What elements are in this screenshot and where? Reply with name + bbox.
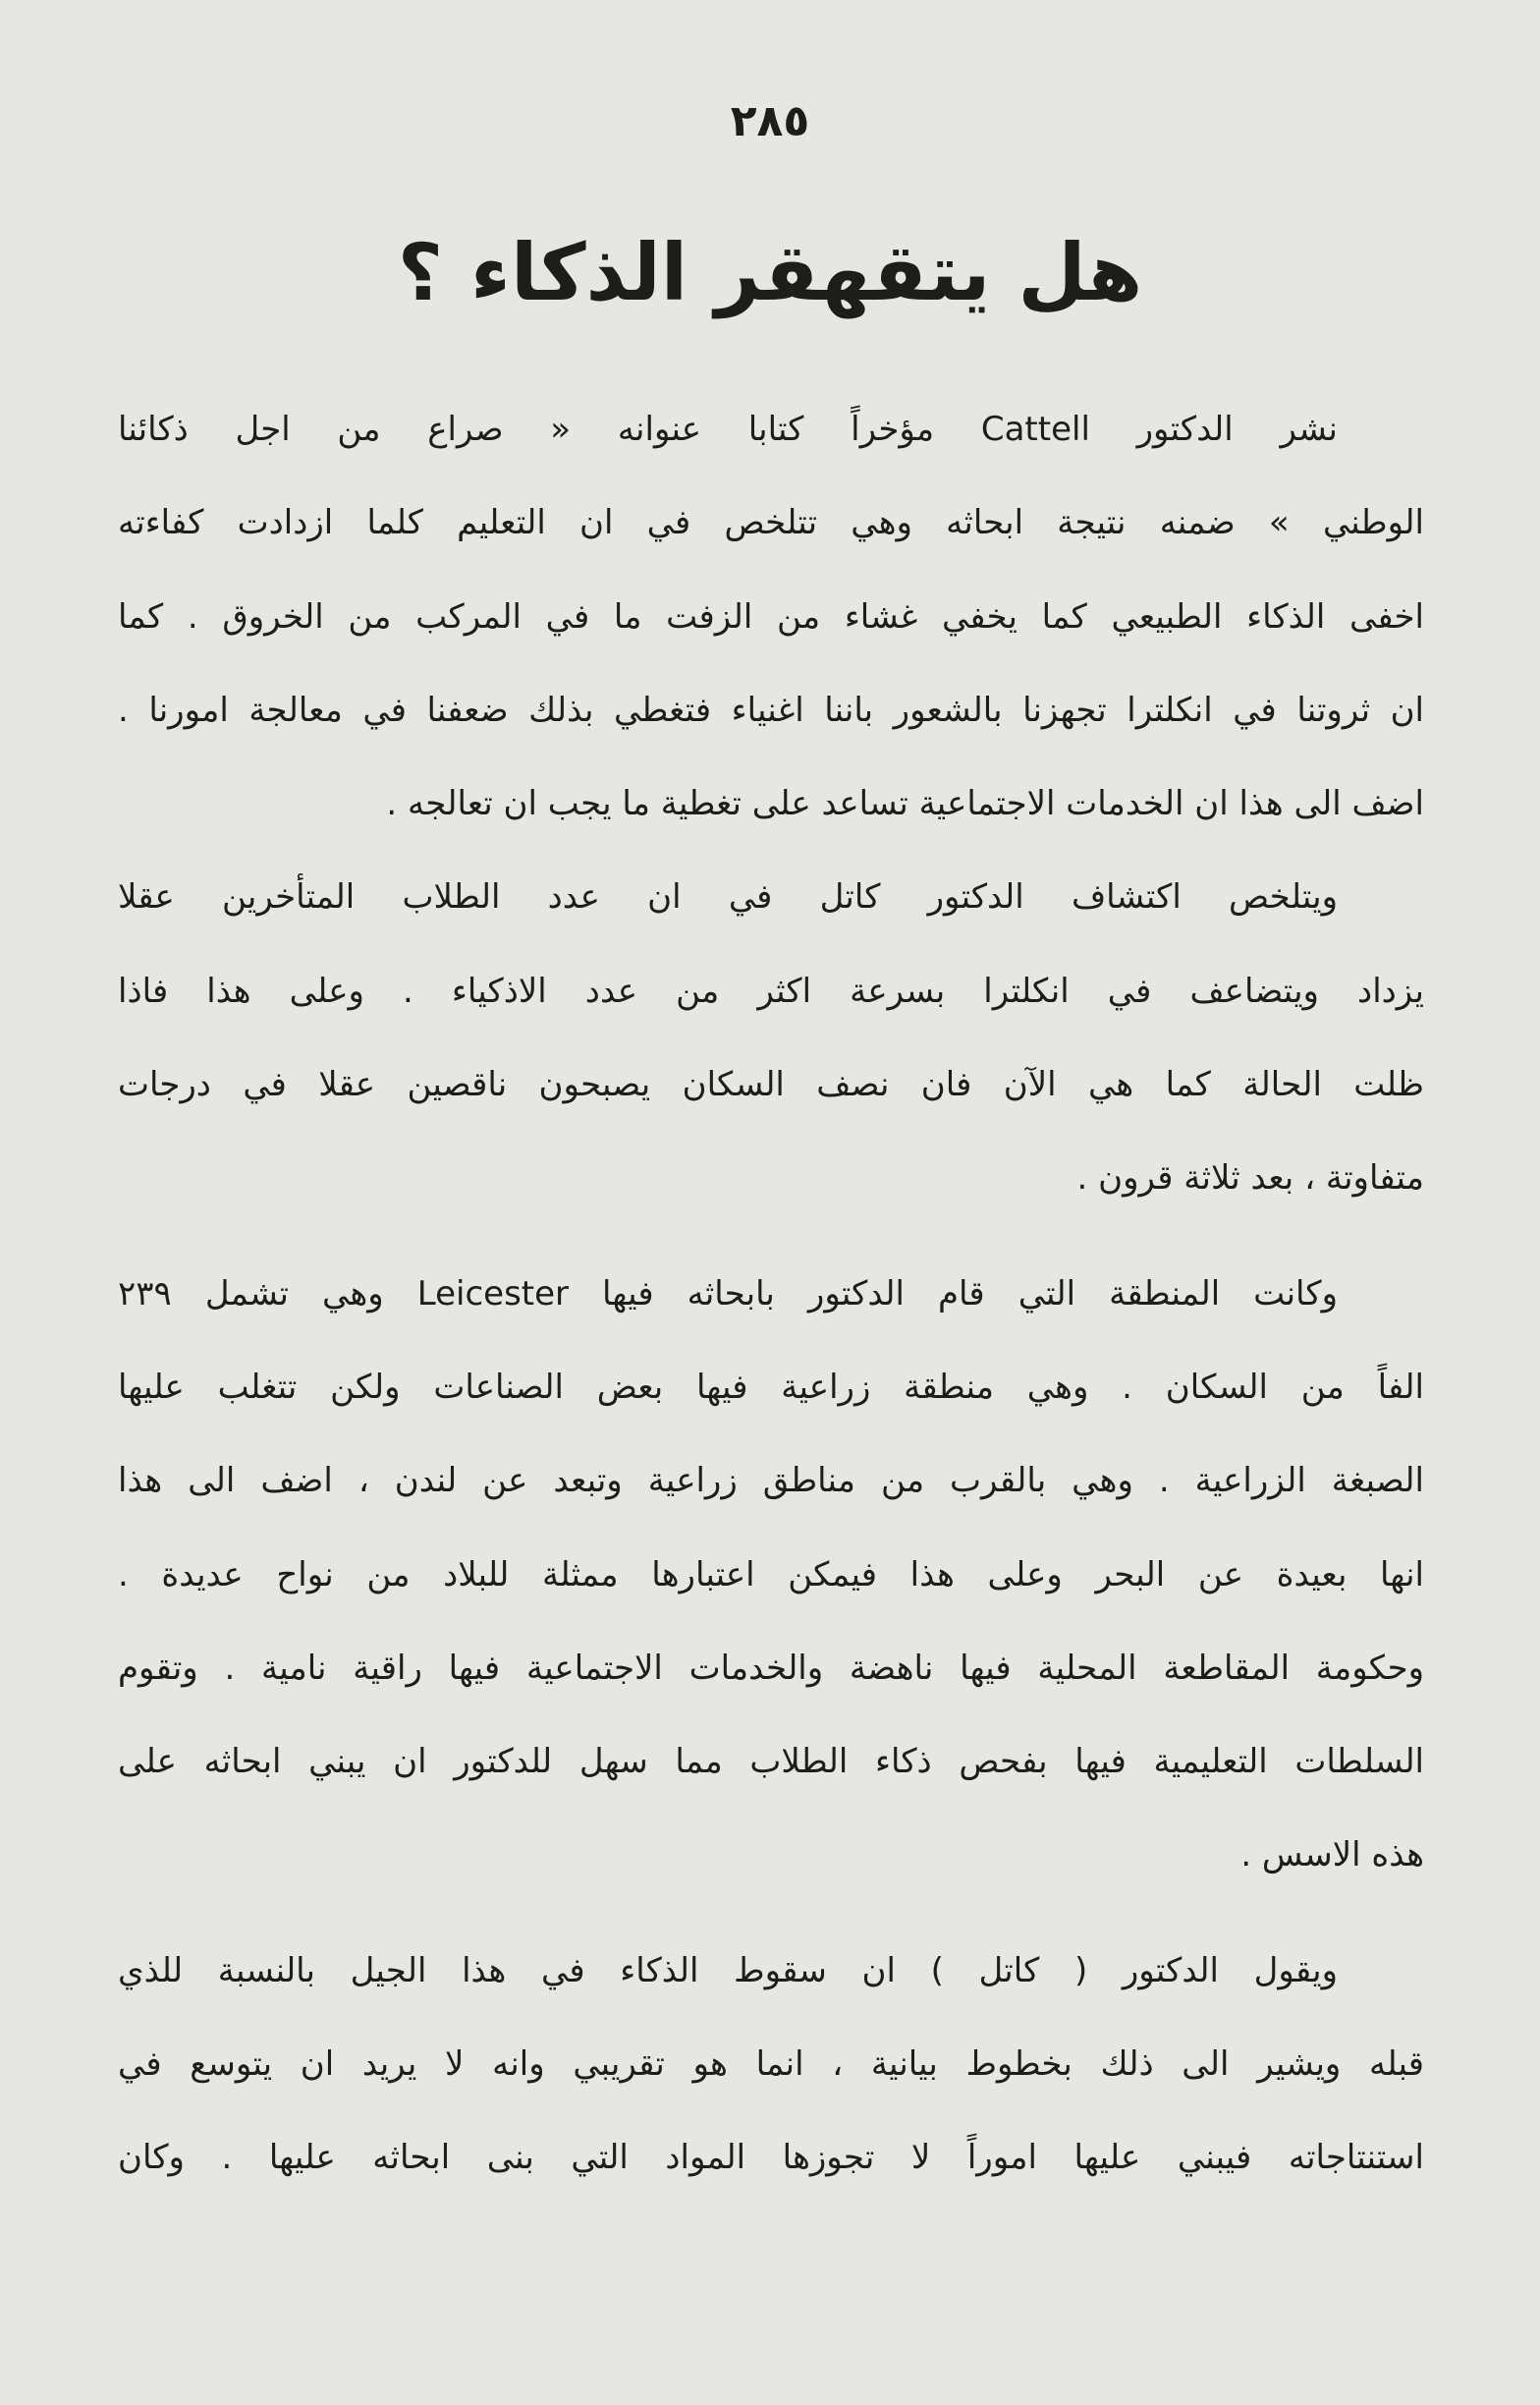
text-line: ويقول الدكتور ( كاتل ) ان سقوط الذكاء في هذا الجيل بالنسبة للذي xyxy=(118,1950,1338,1990)
text-line: متفاوتة ، بعد ثلاثة قرون . xyxy=(1076,1158,1424,1199)
paragraph-3 xyxy=(118,1248,1424,1903)
text-line: السلطات التعليمية فيها بفحص ذكاء الطلاب مما سهل للدكتور ان يبني ابحاثه على xyxy=(118,1742,1424,1782)
text-line: نشر الدكتور Cattell مؤخراً كتابا عنوانه « صراع من اجل ذكائنا xyxy=(118,410,1338,449)
text-line: استنتاجاته فيبني عليها اموراً لا تجوزها المواد التي بنى ابحاثه عليها . وكان xyxy=(118,2138,1424,2178)
text-line: يزداد ويتضاعف في انكلترا بسرعة اكثر من عدد الاذكياء . وعلى هذا فاذا xyxy=(118,971,1424,1011)
paragraph-2 xyxy=(118,851,1424,1225)
text-line: وكانت المنطقة التي قام الدكتور بابحاثه فيها Leicester وهي تشمل ٢٣٩ xyxy=(118,1273,1338,1314)
text-line: الوطني » ضمنه نتيجة ابحاثه وهي تتلخص في ان التعليم كلما ازدادت كفاءته xyxy=(118,503,1424,543)
text-line: الصبغة الزراعية . وهي بالقرب من مناطق زراعية وتبعد عن لندن ، اضف الى هذا xyxy=(118,1461,1424,1501)
text-line: وحكومة المقاطعة المحلية فيها ناهضة والخدمات الاجتماعية فيها راقية نامية . وتقوم xyxy=(118,1648,1424,1688)
text-line: ويتلخص اكتشاف الدكتور كاتل في ان عدد الطلاب المتأخرين عقلا xyxy=(118,877,1338,918)
paragraph-4 xyxy=(118,1925,1424,2206)
text-line: اخفى الذكاء الطبيعي كما يخفي غشاء من الزفت ما في المركب من الخروق . كما xyxy=(118,596,1424,637)
article-title: هل يتقهقر الذكاء ؟ xyxy=(397,227,1143,318)
page-number: ٢٨٥ xyxy=(730,96,810,146)
text-line: ان ثروتنا في انكلترا تجهزنا بالشعور باننا اغنياء فتغطي بذلك ضعفنا في معالجة امورنا . xyxy=(118,690,1424,730)
text-line: هذه الاسس . xyxy=(1240,1835,1424,1875)
article-body xyxy=(118,383,1424,2206)
paragraph-1 xyxy=(118,383,1424,851)
text-line: قبله ويشير الى ذلك بخطوط بيانية ، انما هو تقريبي وانه لا يريد ان يتوسع في xyxy=(118,2044,1424,2085)
text-line: ظلت الحالة كما هي الآن فان نصف السكان يصبحون ناقصين عقلا في درجات xyxy=(118,1065,1424,1105)
text-line: انها بعيدة عن البحر وعلى هذا فيمكن اعتبارها ممثلة للبلاد من نواح عديدة . xyxy=(118,1554,1424,1594)
text-line: الفاً من السكان . وهي منطقة زراعية فيها بعض الصناعات ولكن تتغلب عليها xyxy=(118,1367,1424,1407)
text-line: اضف الى هذا ان الخدمات الاجتماعية تساعد على تغطية ما يجب ان تعالجه . xyxy=(386,784,1424,824)
